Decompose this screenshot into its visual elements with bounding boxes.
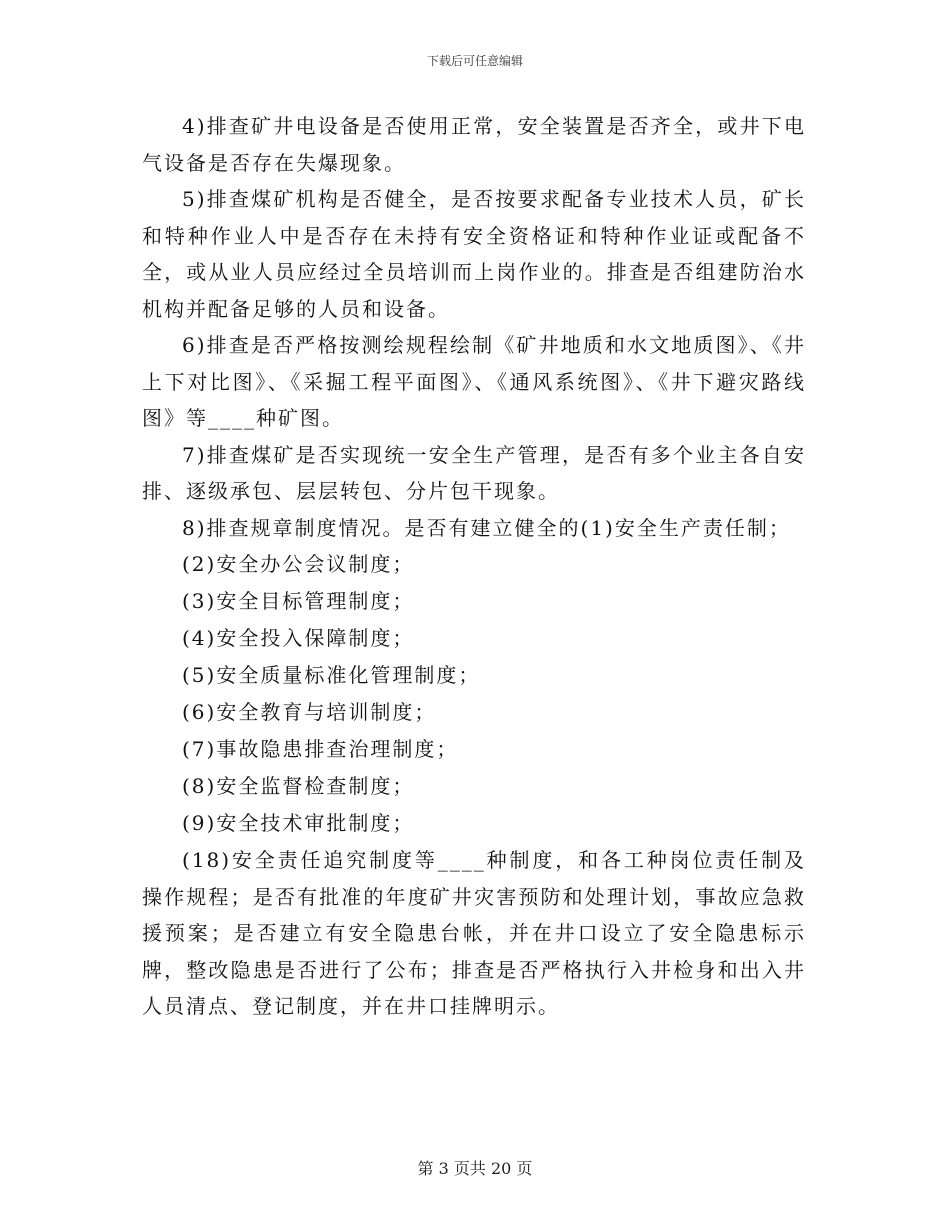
paragraph-item-8: 8)排查规章制度情况。是否有建立健全的(1)安全生产责任制；	[182, 515, 791, 540]
paragraph-item-7: 7)排查煤矿是否实现统一安全生产管理，是否有多个业主各自安排、逐级承包、层层转包、分片包干现象。	[142, 442, 806, 503]
paragraph-item-5: 5)排查煤矿机构是否健全，是否按要求配备专业技术人员，矿长和特种作业人中是否存在未持有安全资格证和特种作业证或配备不全，或从业人员应经过全员培训而上岗作业的。排查是否组建防治水机构并配备足够的人员和设备。	[142, 187, 806, 321]
regulation-item-6: (6)安全教育与培训制度；	[182, 700, 437, 724]
regulation-item-2: (2)安全办公会议制度；	[182, 552, 415, 576]
page-header: 下载后可任意编辑	[426, 54, 523, 68]
regulation-item-5: (5)安全质量标准化管理制度；	[182, 663, 481, 687]
regulation-item-8: (8)安全监督检查制度；	[182, 774, 415, 798]
regulation-item-9: (9)安全技术审批制度；	[182, 811, 415, 835]
page-footer: 第 3 页共 20 页	[417, 1159, 533, 1178]
paragraph-item-6: 6)排查是否严格按测绘规程绘制《矿井地质和水文地质图》、《井上下对比图》、《采掘工程平面图》、《通风系统图》、《井下避灾路线图》等____种矿图。	[142, 333, 806, 430]
paragraph-item-4: 4)排查矿井电设备是否使用正常，安全装置是否齐全，或井下电气设备是否存在失爆现象。	[142, 114, 806, 175]
regulation-item-7: (7)事故隐患排查治理制度；	[182, 737, 459, 761]
regulation-item-3: (3)安全目标管理制度；	[182, 589, 415, 613]
document-body	[142, 108, 806, 1025]
regulation-item-4: (4)安全投入保障制度；	[182, 626, 415, 650]
regulation-item-18: (18)安全责任追究制度等____种制度，和各工种岗位责任制及操作规程；是否有批准的年度矿井灾害预防和处理计划，事故应急救援预案；是否建立有安全隐患台帐，并在井口设立了安全隐患标示牌，整改隐患是否进行了公布；排查是否严格执行入井检身和出入井人员清点、登记制度，并在井口挂牌明示。	[142, 848, 806, 1018]
